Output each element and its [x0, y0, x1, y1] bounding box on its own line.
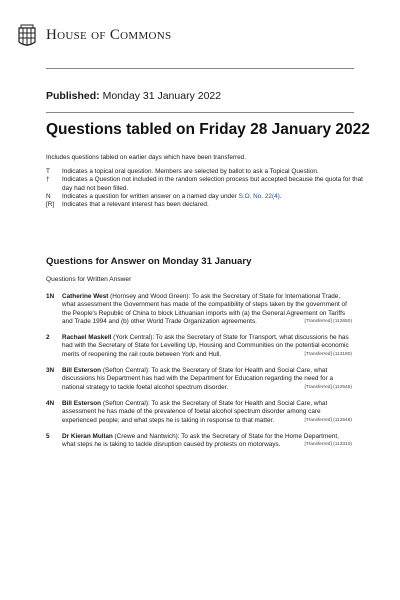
question-text: To ask the Secretary of State for Health and Social Care, what discussions his Department has had with the Department for Education regarding the need for a national strategy to tackle foetal alcohol spectrum disorder.	[62, 367, 334, 391]
legend-item	[46, 201, 366, 209]
question-text: To ask the Secretary of State for the Home Department, what steps he is taking to tackle disruption caused by protests on motorways.	[62, 432, 339, 449]
member-name: Bill Esterson	[62, 399, 102, 407]
section-title: Questions for Answer on Monday 31 January	[46, 256, 252, 267]
divider-middle	[46, 112, 354, 113]
member-name: Dr Kieran Mullan	[62, 432, 113, 440]
question-number: 5	[46, 432, 50, 440]
question-reference: [Transferred] (112546)	[304, 417, 352, 423]
legend-symbol: [R]	[46, 201, 55, 209]
constituency: (York Central):	[111, 334, 156, 342]
question-reference: [Transferred] (112545)	[304, 384, 352, 390]
question-number: 4N	[46, 399, 55, 407]
portcullis-icon	[17, 24, 37, 48]
legend-text: Indicates a question for written answer on a named day under	[62, 192, 239, 200]
constituency: (Sefton Central):	[101, 399, 152, 407]
question-reference: [Transferred] (112650)	[304, 318, 352, 324]
question-item	[46, 433, 352, 450]
legend-text-end: .	[279, 192, 282, 200]
member-name: Bill Esterson	[62, 367, 102, 375]
question-item	[46, 293, 352, 326]
legend-item	[46, 193, 366, 201]
legend	[46, 168, 366, 209]
page-title: Questions tabled on Friday 28 January 2022	[46, 121, 370, 138]
question-number: 2	[46, 334, 50, 342]
question-reference: [Transferred] (113180)	[304, 351, 352, 357]
question-number: 3N	[46, 367, 55, 375]
question-body	[62, 293, 352, 326]
legend-symbol: N	[46, 192, 51, 200]
legend-symbol: †	[46, 176, 50, 184]
published-date: Monday 31 January 2022	[102, 90, 222, 102]
question-body	[62, 400, 352, 425]
question-body	[62, 433, 352, 450]
legend-text: Indicates that a relevant interest has been declared.	[62, 201, 209, 209]
question-reference: [Transferred] (113310)	[304, 442, 352, 448]
question-item	[46, 367, 352, 392]
member-name: Rachael Maskell	[62, 334, 112, 342]
legend-item	[46, 176, 366, 193]
legend-symbol: T	[46, 168, 50, 175]
intro-text: Includes questions tabled on earlier days which have been transferred.	[46, 154, 247, 161]
legend-text: Indicates a topical oral question. Members are selected by ballot to ask a Topical Question.	[62, 168, 319, 175]
question-text: To ask the Secretary of State for Health and Social Care, what assessment he has made of the prevalence of foetal alcohol spectrum disorder among care experienced people; and what steps he is taking in response to that matter.	[62, 399, 328, 424]
question-text: To ask the Secretary of State for Transport, what discussions he has had with the Secretary of State for Levelling Up, Housing and Communities on the potential economic merits of reopening the rail route between York and Hull.	[62, 334, 349, 358]
legend-text-wrap	[62, 193, 366, 201]
standing-order-link[interactable]: S.O. No. 22(4)	[238, 192, 280, 200]
question-number: 1N	[46, 293, 55, 300]
divider-top	[46, 68, 354, 69]
constituency: (Hornsey and Wood Green):	[108, 293, 192, 300]
published-line	[46, 90, 221, 102]
question-item	[46, 400, 352, 425]
question-body	[62, 334, 352, 359]
legend-item	[46, 168, 366, 176]
published-label: Published:	[46, 90, 100, 102]
constituency: (Crewe and Nantwich):	[112, 432, 182, 440]
questions-list	[46, 293, 352, 457]
constituency: (Sefton Central):	[101, 367, 152, 375]
house-name: House of Commons	[46, 27, 172, 43]
question-body	[62, 367, 352, 392]
legend-text: Indicates a Question not included in the random selection process but accepted because the quota for that day had not been filled.	[62, 176, 363, 192]
member-name: Catherine West	[62, 293, 109, 300]
subsection-title: Questions for Written Answer	[46, 276, 132, 283]
question-text: To ask the Secretary of State for International Trade, what assessment the Government has made of the compatibility of steps taken by the government of the People's Republic of China to block Lithuanian imports with (a) the General Agreement on Tariffs and Trade 1994 and (b) other World Trade Organization agreements.	[62, 293, 347, 325]
question-item	[46, 334, 352, 359]
